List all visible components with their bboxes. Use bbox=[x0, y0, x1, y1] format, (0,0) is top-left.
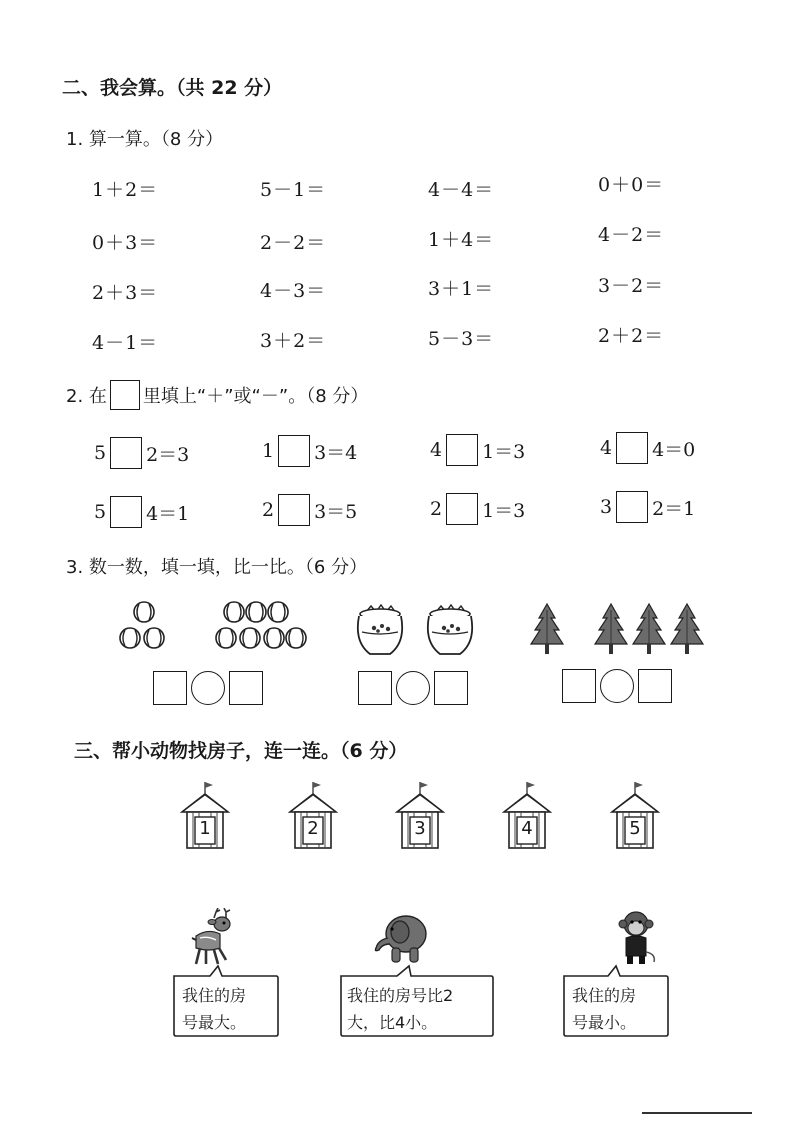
equation: 2－2＝ bbox=[260, 232, 327, 254]
compare-circle[interactable] bbox=[191, 671, 225, 705]
house-icon bbox=[180, 780, 230, 852]
bubble-text bbox=[182, 982, 246, 1036]
elephant-icon[interactable] bbox=[370, 910, 434, 968]
house-number: 2 bbox=[307, 818, 319, 839]
monkey-icon[interactable] bbox=[612, 908, 660, 968]
operand: 2 bbox=[430, 498, 443, 520]
deer-icon[interactable] bbox=[182, 908, 238, 970]
pot-icon bbox=[428, 605, 472, 654]
equation: 0＋0＝ bbox=[598, 174, 665, 196]
house[interactable] bbox=[288, 780, 338, 852]
equation-rest: 3＝5 bbox=[314, 500, 358, 523]
bubble-text bbox=[347, 982, 453, 1036]
count-box[interactable] bbox=[153, 671, 187, 705]
equation-rest: 2＝1 bbox=[652, 497, 696, 520]
ball-icon bbox=[134, 602, 154, 622]
pot-group bbox=[350, 600, 480, 662]
operand: 1 bbox=[262, 440, 275, 462]
house-icon bbox=[288, 780, 338, 852]
ball-icon bbox=[240, 628, 260, 648]
house[interactable] bbox=[395, 780, 445, 852]
compare-set bbox=[358, 671, 468, 705]
equation: 5－1＝ bbox=[260, 179, 327, 201]
compare-set bbox=[153, 671, 263, 705]
fill-item bbox=[600, 432, 695, 464]
equation: 1＋2＝ bbox=[92, 179, 159, 201]
equation: 2＋3＝ bbox=[92, 282, 159, 304]
count-box[interactable] bbox=[358, 671, 392, 705]
section-2-title: 二、我会算。（共 22 分） bbox=[62, 77, 283, 99]
fill-item bbox=[262, 494, 357, 526]
house-number: 5 bbox=[629, 818, 641, 839]
equation: 1＋4＝ bbox=[428, 229, 495, 251]
ball-icon bbox=[216, 628, 236, 648]
answer-box[interactable] bbox=[110, 496, 142, 528]
equation: 3＋2＝ bbox=[260, 330, 327, 352]
tree-group bbox=[525, 602, 710, 660]
answer-box[interactable] bbox=[446, 434, 478, 466]
bubble-line: 我住的房号比2 bbox=[347, 986, 454, 1005]
q2-title bbox=[66, 380, 368, 410]
answer-box[interactable] bbox=[110, 437, 142, 469]
house-icon bbox=[395, 780, 445, 852]
house-number: 4 bbox=[521, 818, 533, 839]
answer-box[interactable] bbox=[278, 435, 310, 467]
equation: 4－3＝ bbox=[260, 280, 327, 302]
fill-item bbox=[94, 437, 189, 469]
ball-icon bbox=[120, 628, 140, 648]
blank-box-sample bbox=[110, 380, 140, 410]
answer-box[interactable] bbox=[278, 494, 310, 526]
answer-box[interactable] bbox=[616, 491, 648, 523]
equation: 3＋1＝ bbox=[428, 278, 495, 300]
bubble-line: 号最小。 bbox=[572, 1013, 637, 1032]
operand: 5 bbox=[94, 501, 107, 523]
q3-title: 3. 数一数，填一填，比一比。（6 分） bbox=[66, 557, 368, 578]
operand: 3 bbox=[600, 496, 613, 518]
equation: 4－1＝ bbox=[92, 332, 159, 354]
count-box[interactable] bbox=[638, 669, 672, 703]
count-box[interactable] bbox=[434, 671, 468, 705]
tree-icon bbox=[671, 604, 703, 654]
house[interactable] bbox=[180, 780, 230, 852]
equation-rest: 2＝3 bbox=[146, 443, 190, 466]
house-icon bbox=[610, 780, 660, 852]
q1-title: 1. 算一算。（8 分） bbox=[66, 129, 224, 150]
house-number: 3 bbox=[414, 818, 426, 839]
fill-item bbox=[94, 496, 189, 528]
bubble-line: 号最大。 bbox=[182, 1013, 247, 1032]
bubble-line: 大，比4小。 bbox=[347, 1013, 438, 1032]
ball-icon bbox=[224, 602, 244, 622]
ball-icon bbox=[286, 628, 306, 648]
compare-set bbox=[562, 669, 672, 703]
ball-icon bbox=[144, 628, 164, 648]
bubble-line: 我住的房 bbox=[182, 986, 247, 1005]
section-3-title: 三、帮小动物找房子，连一连。（6 分） bbox=[74, 740, 408, 762]
fill-item bbox=[262, 435, 357, 467]
equation: 5－3＝ bbox=[428, 328, 495, 350]
house[interactable] bbox=[502, 780, 552, 852]
q2-title-post: 里填上“＋”或“－”。（8 分） bbox=[142, 386, 369, 407]
bubble-line: 我住的房 bbox=[572, 986, 637, 1005]
operand: 2 bbox=[262, 499, 275, 521]
house[interactable] bbox=[610, 780, 660, 852]
tree-icon bbox=[595, 604, 627, 654]
ball-group bbox=[110, 598, 310, 660]
count-box[interactable] bbox=[229, 671, 263, 705]
operand: 4 bbox=[430, 439, 443, 461]
fill-item bbox=[430, 434, 525, 466]
equation: 4－2＝ bbox=[598, 224, 665, 246]
operand: 4 bbox=[600, 437, 613, 459]
answer-box[interactable] bbox=[616, 432, 648, 464]
compare-circle[interactable] bbox=[396, 671, 430, 705]
count-box[interactable] bbox=[562, 669, 596, 703]
equation: 3－2＝ bbox=[598, 275, 665, 297]
house-number: 1 bbox=[199, 818, 211, 839]
equation: 4－4＝ bbox=[428, 179, 495, 201]
compare-circle[interactable] bbox=[600, 669, 634, 703]
ball-icon bbox=[268, 602, 288, 622]
equation-rest: 1＝3 bbox=[482, 499, 526, 522]
bubble-text bbox=[572, 982, 636, 1036]
fill-item bbox=[430, 493, 525, 525]
ball-icon bbox=[264, 628, 284, 648]
q2-title-pre: 2. 在 bbox=[66, 386, 107, 407]
footer-line bbox=[642, 1112, 752, 1114]
equation-rest: 1＝3 bbox=[482, 440, 526, 463]
equation-rest: 3＝4 bbox=[314, 441, 358, 464]
operand: 5 bbox=[94, 442, 107, 464]
pot-icon bbox=[358, 605, 402, 654]
answer-box[interactable] bbox=[446, 493, 478, 525]
equation: 0＋3＝ bbox=[92, 232, 159, 254]
tree-icon bbox=[633, 604, 665, 654]
tree-icon bbox=[531, 604, 563, 654]
ball-icon bbox=[246, 602, 266, 622]
house-icon bbox=[502, 780, 552, 852]
equation-rest: 4＝1 bbox=[146, 502, 190, 525]
equation-rest: 4＝0 bbox=[652, 438, 696, 461]
equation: 2＋2＝ bbox=[598, 325, 665, 347]
fill-item bbox=[600, 491, 695, 523]
